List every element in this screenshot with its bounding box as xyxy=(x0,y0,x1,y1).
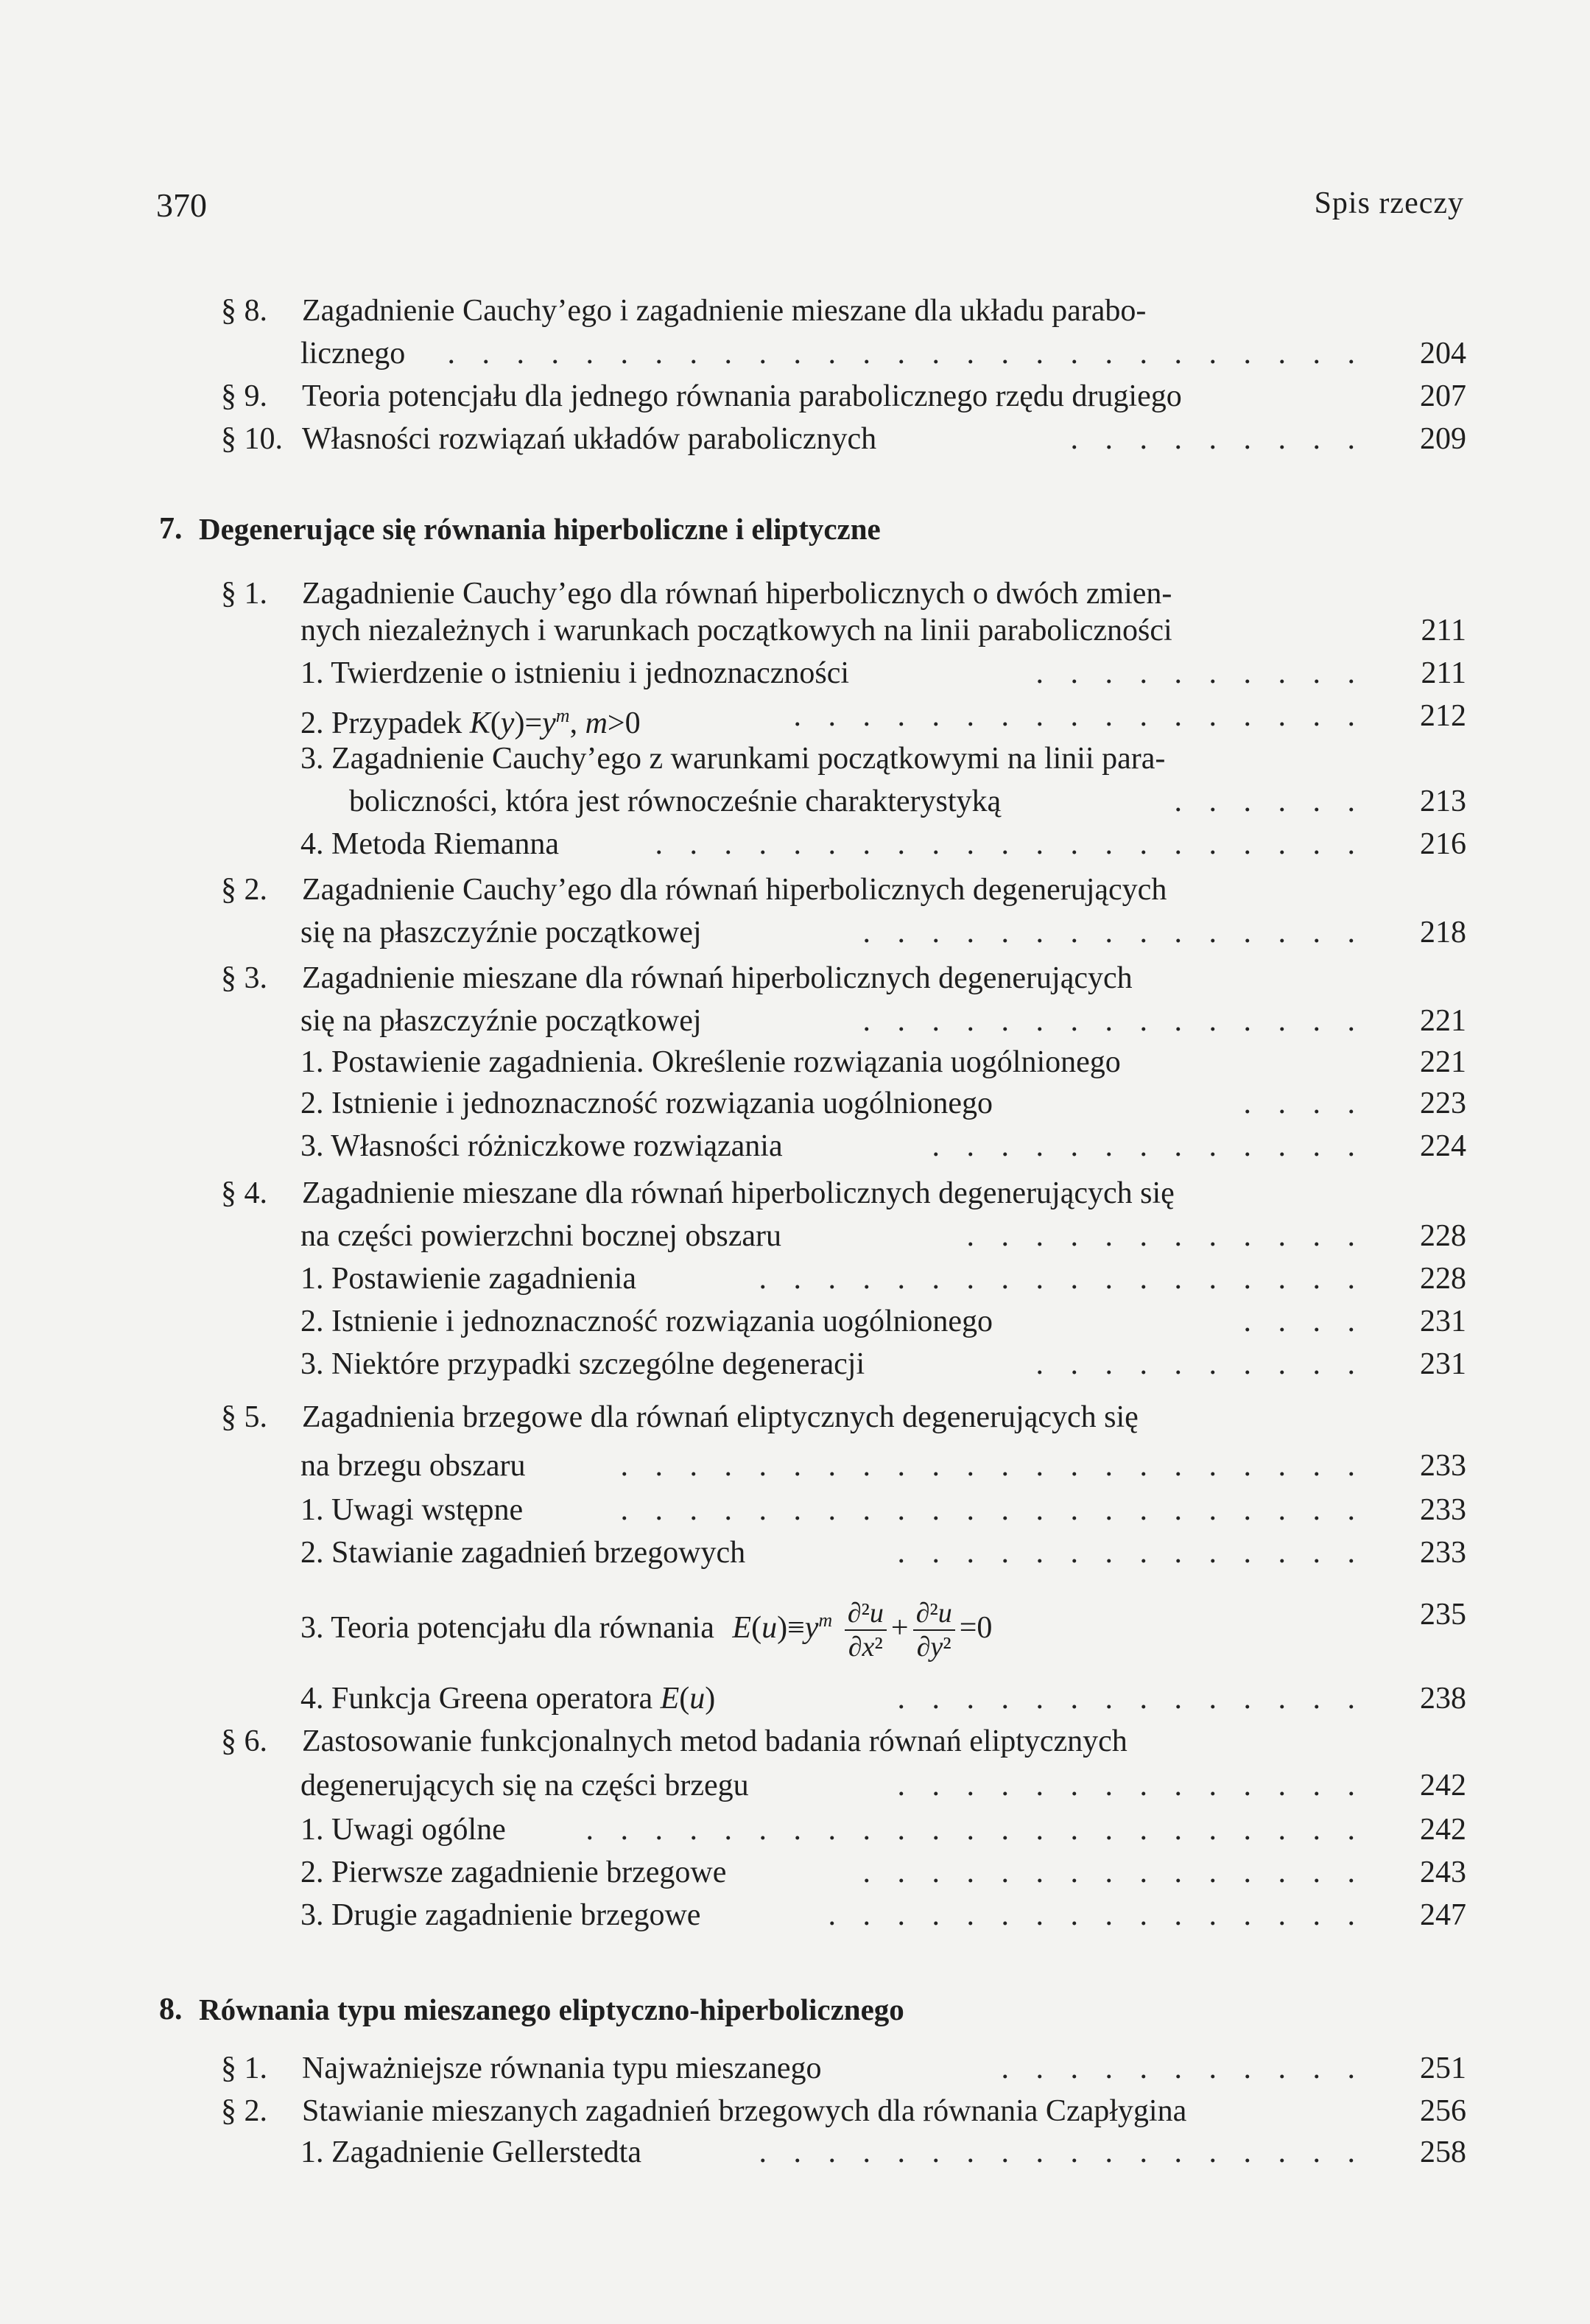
toc-entry xyxy=(0,1173,1590,1214)
entry-text: 1. Uwagi ogólne xyxy=(300,1813,506,1847)
toc-entry xyxy=(0,333,1590,374)
entry-page: 207 xyxy=(1420,379,1466,413)
dot-leader xyxy=(567,1809,1365,1850)
entry-text: Najważniejsze równania typu mieszanego xyxy=(302,2051,822,2085)
toc-entry xyxy=(0,1532,1590,1573)
entry-text: Zagadnienie Cauchy’ego dla równań hiperbolicznych o dwóch zmien- xyxy=(302,577,1172,611)
toc-entry xyxy=(0,1397,1590,1438)
entry-text-with-formula: 2. Przypadek $K(y)=y^m$, m>0 xyxy=(300,705,641,740)
toc-entry xyxy=(0,869,1590,910)
toc-entry xyxy=(0,2090,1590,2132)
entry-text: Własności rozwiązań układów parabolicznych xyxy=(302,422,877,456)
chapter-number: 8. xyxy=(159,1993,183,2026)
formula: K xyxy=(469,706,490,740)
entry-mark: § 3. xyxy=(221,961,267,995)
toc-entry xyxy=(0,1584,1590,1663)
dot-leader xyxy=(648,824,1365,865)
toc-entry xyxy=(0,1489,1590,1531)
entry-text: 4. Metoda Riemanna xyxy=(300,827,560,861)
dot-leader xyxy=(1237,1301,1365,1342)
entry-text: Stawianie mieszanych zagadnień brzegowych dla równania Czapłygina xyxy=(302,2094,1187,2128)
chapter-title: Degenerujące się równania hiperboliczne i eliptyczne xyxy=(199,512,881,546)
dot-leader xyxy=(1024,653,1365,694)
entry-text-with-formula xyxy=(300,1584,992,1665)
entry-page: 211 xyxy=(1421,656,1466,690)
entry-page: 221 xyxy=(1420,1045,1466,1079)
toc-entry xyxy=(0,1083,1590,1124)
entry-text: nych niezależnych i warunkach początkowych na linii paraboliczności xyxy=(300,614,1172,647)
entry-text: się na płaszczyźnie początkowej xyxy=(300,1004,702,1038)
entry-page: 224 xyxy=(1420,1129,1466,1163)
entry-text: 1. Zagadnienie Gellerstedta xyxy=(300,2135,641,2169)
entry-text: Teoria potencjału dla jednego równania parabolicznego rzędu drugiego xyxy=(302,379,1182,413)
toc-entry xyxy=(0,1344,1590,1385)
entry-page: 209 xyxy=(1420,422,1466,456)
chapter-title: Równania typu mieszanego eliptyczno-hiperbolicznego xyxy=(199,1993,904,2026)
entry-page: 213 xyxy=(1420,784,1466,818)
chapter-number: 7. xyxy=(159,512,183,546)
entry-page: 235 xyxy=(1420,1598,1466,1632)
page-number: 370 xyxy=(156,186,207,224)
entry-text: degenerujących się na części brzegu xyxy=(300,1769,749,1802)
chapter-heading xyxy=(0,1989,1590,2030)
entry-text: 2. Istnienie i jednoznaczność rozwiązania uogólnionego xyxy=(300,1305,993,1338)
entry-page: 242 xyxy=(1420,1813,1466,1847)
entry-mark: § 1. xyxy=(221,577,267,611)
entry-mark: § 4. xyxy=(221,1176,267,1210)
toc-entry xyxy=(0,824,1590,865)
entry-page: 231 xyxy=(1420,1347,1466,1381)
entry-mark: § 1. xyxy=(221,2051,267,2085)
toc-entry xyxy=(0,418,1590,460)
toc-entry xyxy=(0,653,1590,694)
toc-entry xyxy=(0,1258,1590,1299)
entry-mark: § 2. xyxy=(221,2094,267,2128)
toc-entry xyxy=(0,1852,1590,1893)
toc-entry xyxy=(0,1895,1590,1936)
toc-entry xyxy=(0,1000,1590,1042)
entry-text: 3. Własności różniczkowe rozwiązania xyxy=(300,1129,783,1163)
toc-entry xyxy=(0,376,1590,417)
entry-page: 251 xyxy=(1420,2051,1466,2085)
dot-leader xyxy=(847,1000,1365,1042)
toc-entry xyxy=(0,2132,1590,2173)
entry-text: 3. Zagadnienie Cauchy’ego z warunkami początkowymi na linii para- xyxy=(300,742,1166,776)
entry-mark: § 5. xyxy=(221,1400,267,1434)
entry-mark: § 6. xyxy=(221,1724,267,1758)
entry-page: 233 xyxy=(1420,1449,1466,1483)
entry-text: 1. Postawienie zagadnienia xyxy=(300,1262,637,1296)
entry-page: 216 xyxy=(1420,827,1466,861)
entry-page: 238 xyxy=(1420,1682,1466,1716)
toc-entry xyxy=(0,1678,1590,1719)
entry-page: 242 xyxy=(1420,1769,1466,1802)
toc-entry xyxy=(0,610,1590,651)
entry-text: 2. Pierwsze zagadnienie brzegowe xyxy=(300,1856,727,1889)
toc-entry xyxy=(0,912,1590,953)
entry-text: 2. Stawianie zagadnień brzegowych xyxy=(300,1536,746,1570)
entry-page: 256 xyxy=(1420,2094,1466,2128)
entry-page: 231 xyxy=(1420,1305,1466,1338)
toc-entry xyxy=(0,1445,1590,1486)
entry-page: 228 xyxy=(1420,1219,1466,1253)
entry-page: 211 xyxy=(1421,614,1466,647)
dot-leader xyxy=(876,1532,1365,1573)
toc-entry xyxy=(0,1126,1590,1167)
toc-entry xyxy=(0,573,1590,614)
dot-leader xyxy=(442,333,1365,374)
entry-text: Zagadnienie Cauchy’ego i zagadnienie mieszane dla układu parabo- xyxy=(302,294,1147,328)
dot-leader xyxy=(1164,781,1365,822)
entry-text: 3. Niektóre przypadki szczególne degeneracji xyxy=(300,1347,865,1381)
dot-leader xyxy=(817,1895,1365,1936)
toc-entry xyxy=(0,1765,1590,1806)
entry-text: Zastosowanie funkcjonalnych metod badania równań eliptycznych xyxy=(302,1724,1128,1758)
dot-leader xyxy=(943,1215,1365,1257)
entry-text: Zagadnienia brzegowe dla równań eliptycznych degenerujących się xyxy=(302,1400,1139,1434)
entry-text: Zagadnienie mieszane dla równań hiperbolicznych degenerujących się xyxy=(302,1176,1175,1210)
dot-leader xyxy=(1053,418,1365,460)
entry-mark: § 9. xyxy=(221,379,267,413)
entry-page: 247 xyxy=(1420,1898,1466,1932)
toc-entry xyxy=(0,1721,1590,1762)
entry-text: Zagadnienie Cauchy’ego dla równań hiperbolicznych degenerujących xyxy=(302,873,1167,907)
entry-text: 1. Twierdzenie o istnieniu i jednoznaczności xyxy=(300,656,850,690)
entry-text-with-formula: 4. Funkcja Greena operatora E(u) xyxy=(300,1682,716,1716)
dot-leader xyxy=(744,2132,1365,2173)
entry-text: Zagadnienie mieszane dla równań hiperbolicznych degenerujących xyxy=(302,961,1133,995)
dot-leader xyxy=(611,1445,1365,1486)
toc-entry xyxy=(0,738,1590,779)
entry-page: 218 xyxy=(1420,916,1466,949)
dot-leader xyxy=(759,1258,1365,1299)
entry-text: na części powierzchni bocznej obszaru xyxy=(300,1219,782,1253)
entry-text: 3. Drugie zagadnienie brzegowe xyxy=(300,1898,701,1932)
entry-mark: § 2. xyxy=(221,873,267,907)
entry-page: 228 xyxy=(1420,1262,1466,1296)
dot-leader xyxy=(884,1678,1365,1719)
dot-leader xyxy=(884,1765,1365,1806)
entry-text: 3. Teoria potencjału dla równania xyxy=(300,1611,714,1645)
entry-text: 2. Przypadek xyxy=(300,706,462,740)
entry-text: na brzegu obszaru xyxy=(300,1449,526,1483)
entry-text: 4. Funkcja Greena operatora xyxy=(300,1682,653,1716)
entry-page: 233 xyxy=(1420,1493,1466,1527)
entry-text: 2. Istnienie i jednoznaczność rozwiązania uogólnionego xyxy=(300,1086,993,1120)
entry-page: 258 xyxy=(1420,2135,1466,2169)
entry-text: 1. Postawienie zagadnienia. Określenie rozwiązania uogólnionego xyxy=(300,1045,1121,1079)
toc-entry xyxy=(0,2048,1590,2089)
dot-leader xyxy=(1237,1083,1365,1124)
entry-page: 212 xyxy=(1420,699,1466,733)
entry-page: 221 xyxy=(1420,1004,1466,1038)
dot-leader xyxy=(1031,1344,1365,1385)
entry-mark: § 8. xyxy=(221,294,267,328)
dot-leader xyxy=(788,695,1365,737)
dot-leader xyxy=(847,912,1365,953)
toc-entry xyxy=(0,695,1590,740)
chapter-heading xyxy=(0,508,1590,550)
toc-entry xyxy=(0,781,1590,822)
entry-text: się na płaszczyźnie początkowej xyxy=(300,916,702,949)
toc-entry xyxy=(0,1042,1590,1083)
entry-text: boliczności, która jest równocześnie charakterystyką xyxy=(349,784,1002,818)
dot-leader xyxy=(979,2048,1365,2089)
toc-entry xyxy=(0,958,1590,999)
running-head: Spis rzeczy xyxy=(1314,186,1464,220)
entry-page: 223 xyxy=(1420,1086,1466,1120)
dot-leader xyxy=(840,1852,1365,1893)
entry-text: 1. Uwagi wstępne xyxy=(300,1493,524,1527)
entry-page: 243 xyxy=(1420,1856,1466,1889)
toc-entry xyxy=(0,1215,1590,1257)
entry-text: licznego xyxy=(300,337,406,371)
dot-leader xyxy=(1245,1600,1365,1641)
entry-page: 204 xyxy=(1420,337,1466,371)
toc-entry xyxy=(0,1301,1590,1342)
dot-leader xyxy=(604,1489,1365,1531)
dot-leader xyxy=(913,1126,1365,1167)
entry-mark: § 10. xyxy=(221,422,283,456)
formula: E xyxy=(660,1682,680,1716)
entry-page: 233 xyxy=(1420,1536,1466,1570)
toc-entry xyxy=(0,290,1590,331)
formula: $E(u)\equiv y^m$ $\frac{\text{∂²u}}{\text{∂x²}}$ + $\frac{\text{∂²u}}{\text{∂y²}}$ =0 xyxy=(732,1598,993,1663)
toc-entry xyxy=(0,1809,1590,1850)
